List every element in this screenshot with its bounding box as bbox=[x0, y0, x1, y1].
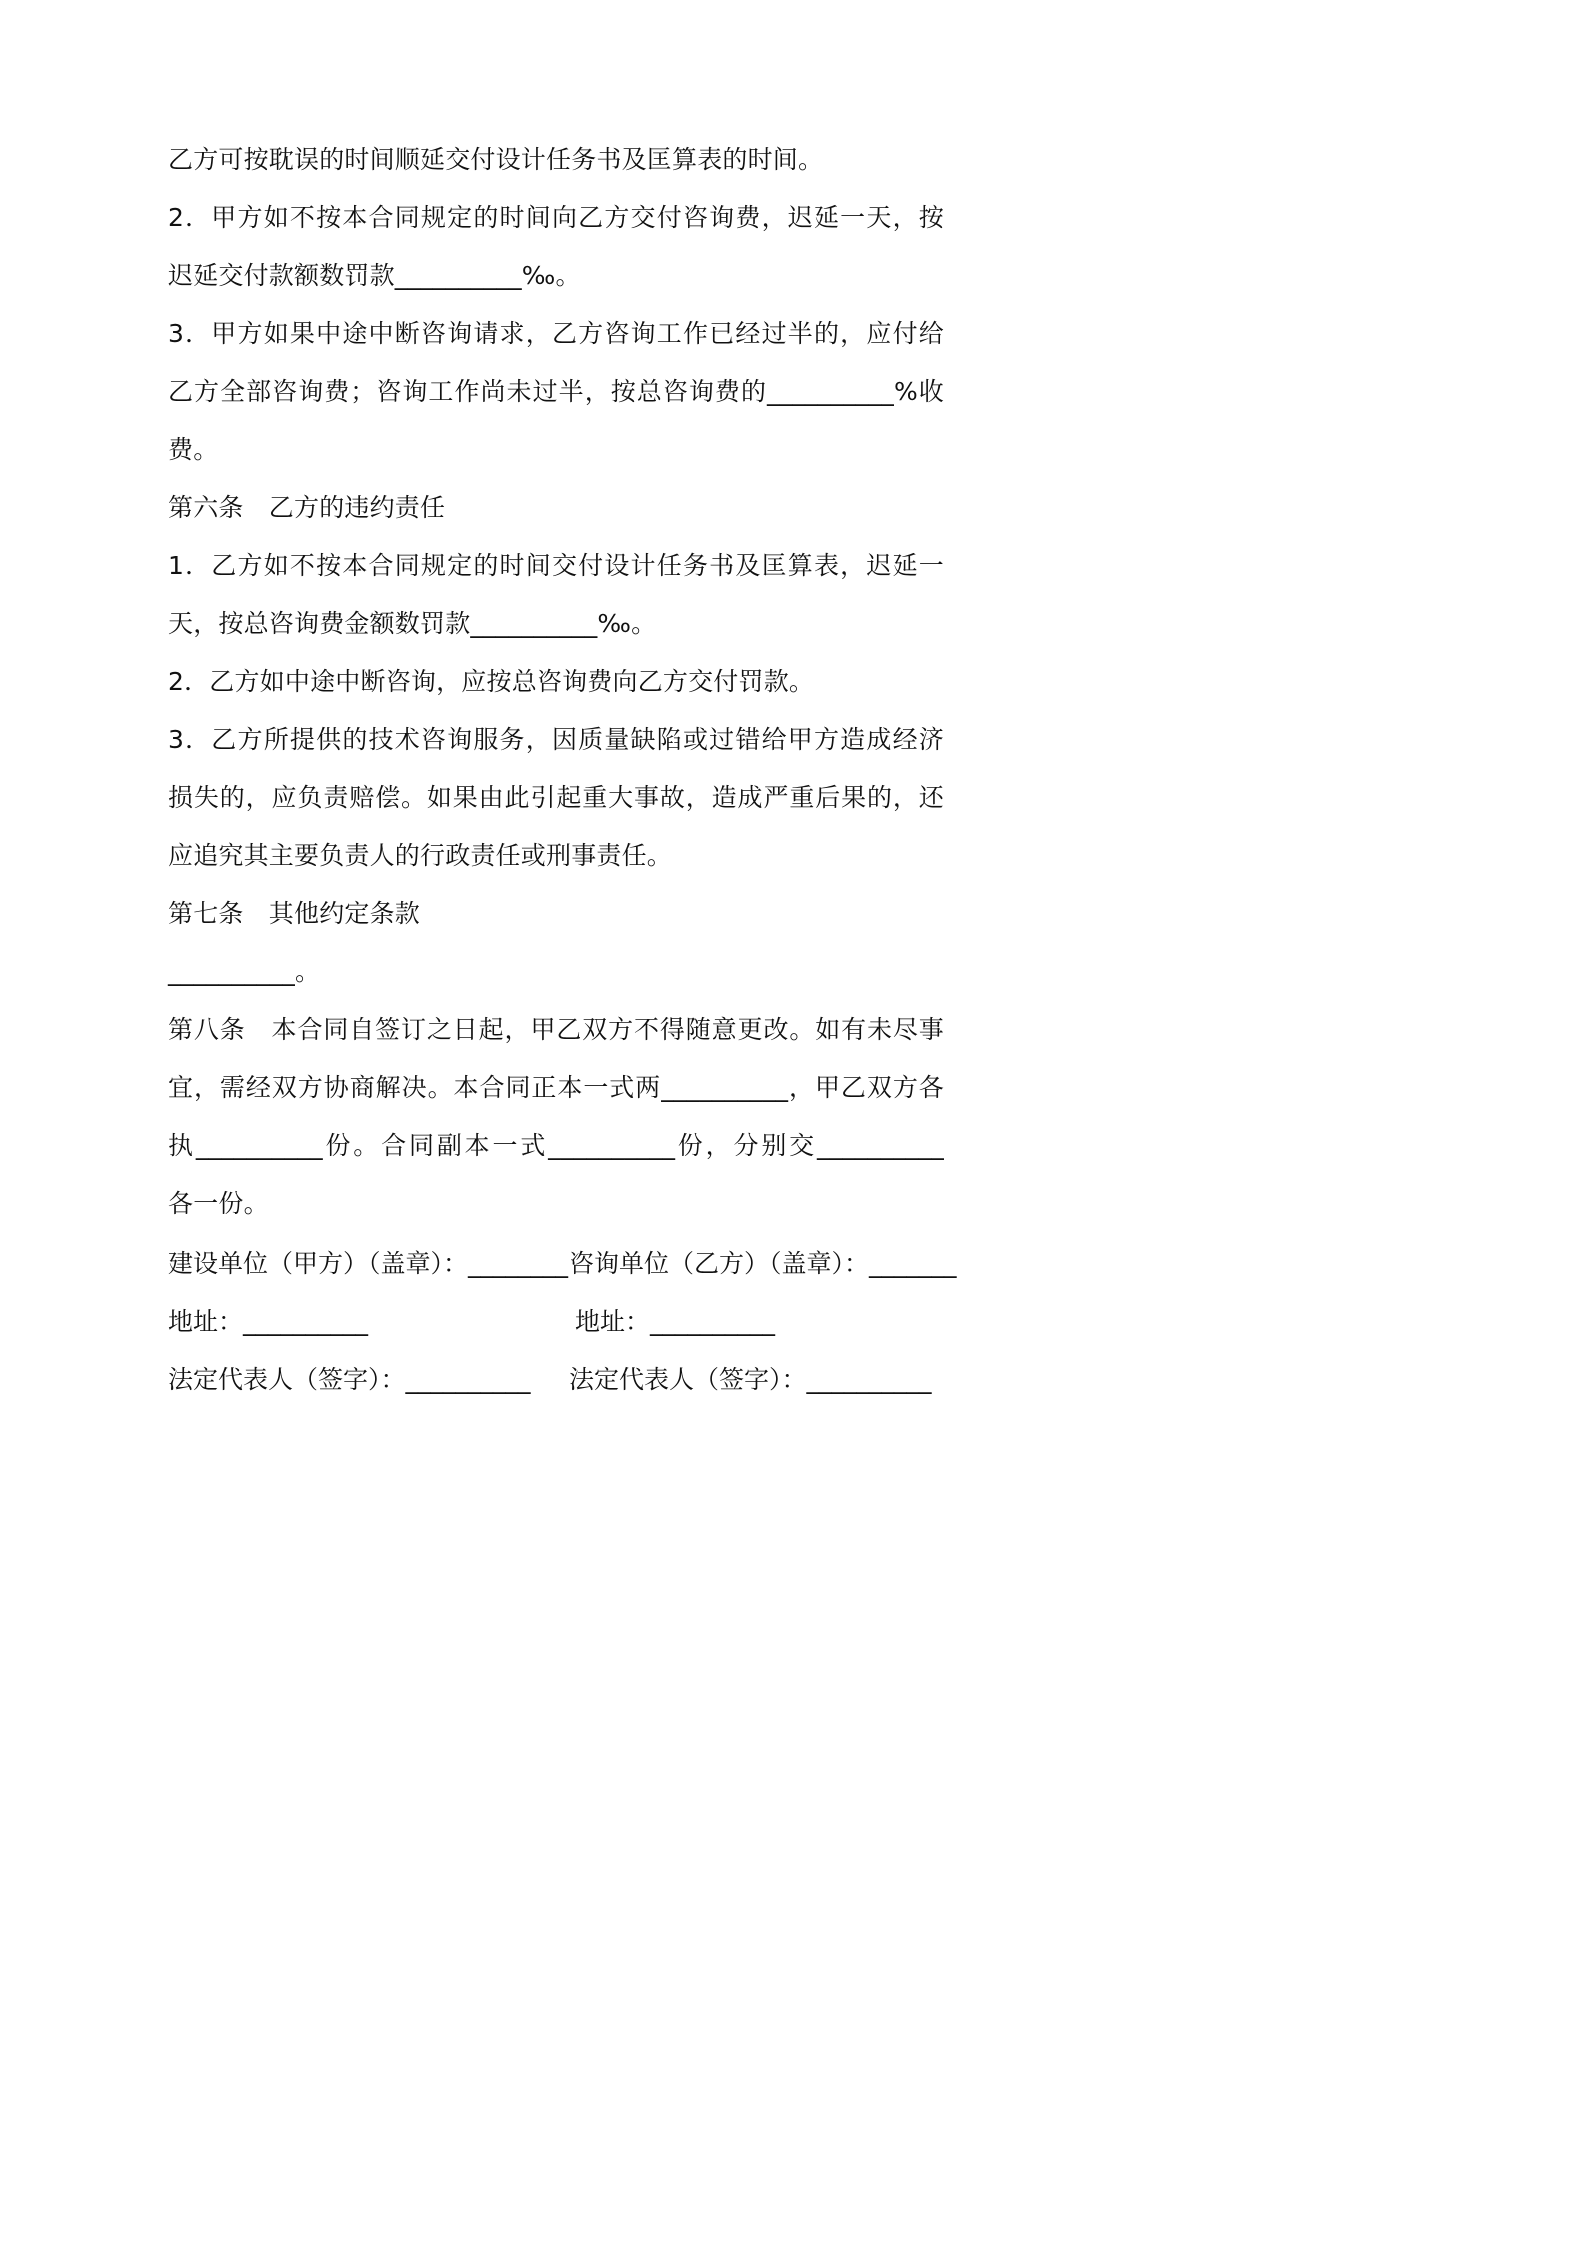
paragraph-line: 1．乙方如不按本合同规定的时间交付设计任务书及匡算表，迟延一 bbox=[168, 551, 944, 580]
paragraph-line: __________。 bbox=[168, 957, 321, 986]
paragraph-line: 3．乙方所提供的技术咨询服务，因质量缺陷或过错给甲方造成经济 bbox=[168, 725, 944, 754]
party-a-unit-field: 建设单位（甲方）（盖章）：________ bbox=[168, 1249, 569, 1278]
party-b-address-field: 地址：__________ bbox=[575, 1307, 776, 1336]
paragraph-line: 损失的，应负责赔偿。如果由此引起重大事故，造成严重后果的，还 bbox=[168, 783, 944, 812]
paragraph-line: 2．甲方如不按本合同规定的时间向乙方交付咨询费，迟延一天，按 bbox=[168, 203, 944, 232]
paragraph-line: 乙方全部咨询费；咨询工作尚未过半，按总咨询费的__________%收 bbox=[168, 377, 944, 406]
paragraph-line: 宜，需经双方协商解决。本合同正本一式两__________，甲乙双方各 bbox=[168, 1073, 944, 1102]
party-a-address-field: 地址：__________ bbox=[168, 1307, 369, 1336]
party-a-representative-field: 法定代表人（签字）：__________ bbox=[168, 1365, 531, 1394]
section-heading: 第八条 本合同自签订之日起，甲乙双方不得随意更改。如有未尽事 bbox=[168, 1015, 944, 1044]
paragraph-line: 2．乙方如中途中断咨询，应按总咨询费向乙方交付罚款。 bbox=[168, 667, 815, 696]
paragraph-line: 费。 bbox=[168, 435, 219, 464]
paragraph-line: 应追究其主要负责人的行政责任或刑事责任。 bbox=[168, 841, 673, 870]
paragraph-line: 3．甲方如果中途中断咨询请求，乙方咨询工作已经过半的，应付给 bbox=[168, 319, 944, 348]
paragraph-line: 执__________份。合同副本一式__________份，分别交__________ bbox=[168, 1131, 944, 1160]
document-page bbox=[0, 0, 1100, 1556]
party-b-representative-field: 法定代表人（签字）：__________ bbox=[569, 1365, 932, 1394]
section-heading: 第六条 乙方的违约责任 bbox=[168, 493, 446, 522]
paragraph-line: 乙方可按耽误的时间顺延交付设计任务书及匡算表的时间。 bbox=[168, 145, 824, 174]
section-heading: 第七条 其他约定条款 bbox=[168, 899, 421, 928]
paragraph-line: 天，按总咨询费金额数罚款__________‰。 bbox=[168, 609, 657, 638]
paragraph-line: 迟延交付款额数罚款__________‰。 bbox=[168, 261, 581, 290]
paragraph-line: 各一份。 bbox=[168, 1189, 269, 1218]
party-b-unit-field: 咨询单位（乙方）（盖章）：_______ bbox=[569, 1249, 957, 1278]
